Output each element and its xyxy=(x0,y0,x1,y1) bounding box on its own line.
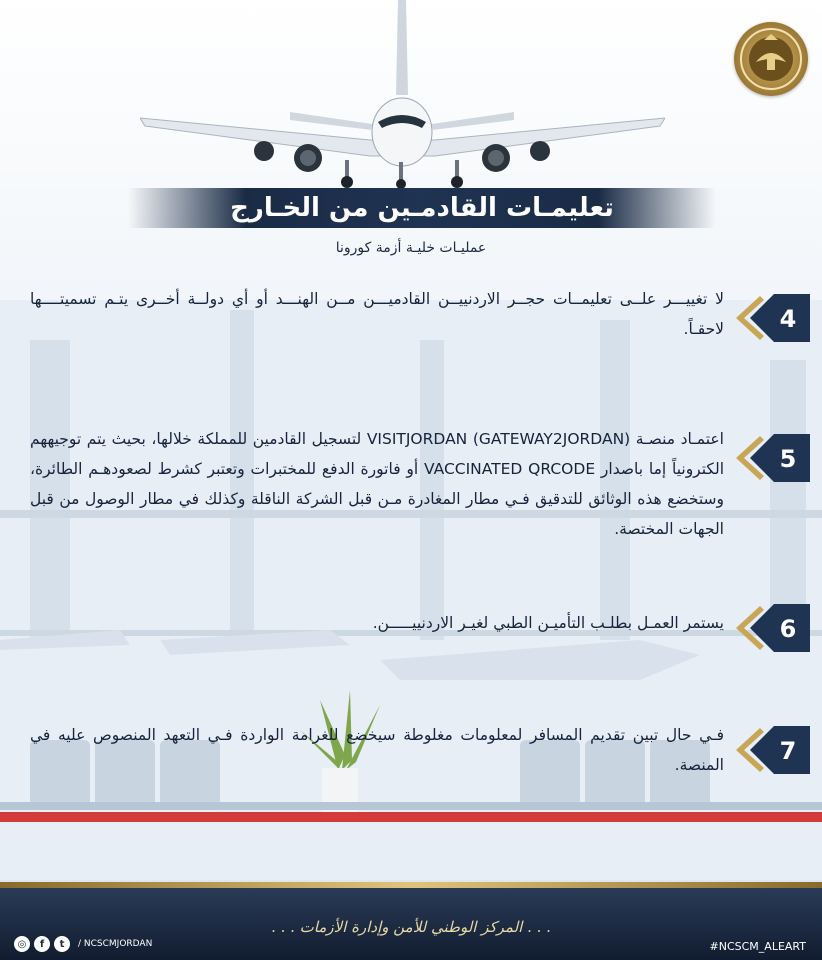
airport-background xyxy=(0,300,822,880)
item-number: 5 xyxy=(779,445,797,473)
item-text: لا تغييـــر علــى تعليمــات حجــر الاردنييــن القادميـــن مــن الهنـــد أو أي دولــة أخــرى يتـم تسميتــــها لاحقـاً. xyxy=(30,290,724,338)
railing-divider xyxy=(0,802,822,810)
item-text: يستمر العمـل بطلـب التأميـن الطبي لغيـر الاردنييـــــن. xyxy=(372,614,724,632)
footer-hashtag: #NCSCM_ALEART xyxy=(709,940,806,953)
item-number: 7 xyxy=(779,737,797,765)
instagram-icon[interactable]: ◎ xyxy=(14,936,30,952)
instruction-item-7 xyxy=(30,720,810,790)
instruction-item-5 xyxy=(30,424,810,554)
number-badge xyxy=(730,430,810,486)
item-text: اعتمـاد منصـة (VISITJORDAN (GATEWAY2JORDAN لتسجيل القادمين للمملكة خلالها، بحيث يتم توجيههم الكترونياً إما باصدار VACCINATED QRCODE أو فاتورة الدفع للمختبرات وتعتبر كشرط لصعودهـم الطائرة، وستخضع هذه الوثائق للتدقيق فـي مطار المغادرة مـن قبل الشركة الناقلة وكذلك في مطار الوصول من قبل الجهات المختصة. xyxy=(30,430,724,538)
item-number: 6 xyxy=(779,615,797,643)
number-badge xyxy=(730,722,810,778)
number-badge xyxy=(730,290,810,346)
social-links xyxy=(14,936,152,952)
footer xyxy=(0,888,822,960)
airplane-illustration xyxy=(140,0,665,190)
facebook-icon[interactable]: f xyxy=(34,936,50,952)
ncscm-emblem-logo xyxy=(734,22,808,96)
item-number: 4 xyxy=(779,305,797,333)
footer-calligraphy: . . . المركز الوطني للأمن وإدارة الأزمات . . . xyxy=(271,918,551,936)
instruction-item-6 xyxy=(30,608,810,648)
page-subtitle: عمليـات خليـة أزمة كورونا xyxy=(335,240,487,256)
title-banner xyxy=(128,188,716,228)
number-badge xyxy=(730,600,810,656)
page-title: تعليمـات القادمـين من الخـارج xyxy=(230,193,614,223)
social-handle: / NCSCMJORDAN xyxy=(78,939,153,949)
item-text: فـي حال تبين تقديم المسافر لمعلومات مغلوطة سيخضع للغرامة الواردة فـي التعهد المنصوص عليه في المنصة. xyxy=(30,726,724,774)
railing-red xyxy=(0,812,822,822)
instruction-item-4 xyxy=(30,284,810,354)
twitter-icon[interactable]: t xyxy=(54,936,70,952)
